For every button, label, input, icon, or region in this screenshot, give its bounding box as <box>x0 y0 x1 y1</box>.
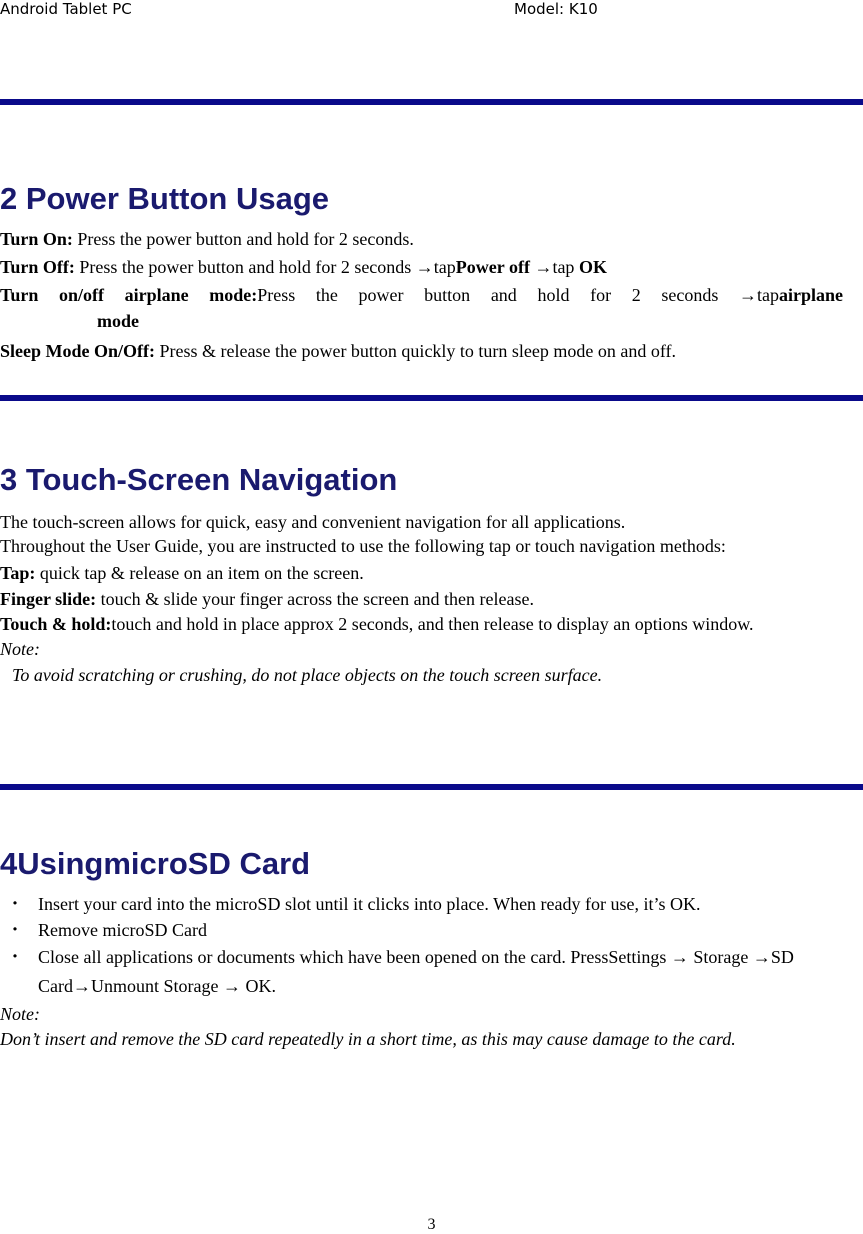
list-item-text: Close all applications or documents which have been opened on the card. PressSettings → Storage →SD Card→Unmount Storage → OK. <box>38 947 794 996</box>
section-divider <box>0 395 863 401</box>
sleep-paragraph <box>0 338 843 364</box>
turn-off-tap: →tap <box>529 257 579 277</box>
turn-off-label: Turn Off: <box>0 257 75 277</box>
page-header <box>0 0 863 22</box>
power-off-label: Power off <box>455 257 530 277</box>
microsd-steps <box>0 891 843 1001</box>
section-title: 2 Power Button Usage <box>0 181 329 216</box>
section-title: 3 Touch-Screen Navigation <box>0 462 398 497</box>
tap-label: Tap: <box>0 563 36 583</box>
sleep-text: Press & release the power button quickly to turn sleep mode on and off. <box>155 341 677 361</box>
airplane-label: Turn on/off airplane mode: <box>0 285 258 305</box>
slide-label: Finger slide: <box>0 589 97 609</box>
note-label: Note: <box>0 1004 40 1024</box>
turn-on-paragraph <box>0 226 843 252</box>
airplane-mode-word: mode <box>97 311 139 331</box>
tap-paragraph <box>0 560 843 586</box>
list-item <box>0 917 843 943</box>
airplane-bold: airplane <box>778 285 843 305</box>
list-item-text: Remove microSD Card <box>38 920 207 940</box>
section-title: 4UsingmicroSD Card <box>0 846 311 881</box>
turn-on-text: Press the power button and hold for 2 seconds. <box>72 229 414 249</box>
hold-text: touch and hold in place approx 2 seconds, and then release to display an options window. <box>111 614 754 634</box>
section-touch-navigation <box>0 461 843 688</box>
list-item <box>0 891 843 917</box>
note-text: To avoid scratching or crushing, do not place objects on the touch screen surface. <box>12 665 603 685</box>
list-item-text: Insert your card into the microSD slot until it clicks into place. When ready for use, it’s OK. <box>38 894 701 914</box>
list-item <box>0 943 843 1001</box>
note-label: Note: <box>0 639 40 659</box>
turn-off-text: Press the power button and hold for 2 seconds →tap <box>74 257 456 277</box>
airplane-text: Press the power button and hold for 2 seconds →tap <box>257 285 779 305</box>
bullet-icon: ・ <box>6 894 24 914</box>
turn-on-label: Turn On: <box>0 229 73 249</box>
hold-paragraph <box>0 612 843 636</box>
bullet-icon: ・ <box>6 947 24 967</box>
ok-label: OK <box>578 257 607 277</box>
bullet-icon: ・ <box>6 920 24 940</box>
header-product: Android Tablet PC <box>0 0 132 18</box>
section-divider <box>0 99 863 105</box>
header-model: Model: K10 <box>514 0 598 18</box>
note-text: Don’t insert and remove the SD card repeatedly in a short time, as this may cause damage to the card. <box>0 1029 736 1049</box>
page-number: 3 <box>427 1216 436 1233</box>
section-divider <box>0 784 863 790</box>
airplane-mode-line <box>0 308 843 334</box>
airplane-paragraph <box>0 282 843 308</box>
slide-text: touch & slide your finger across the screen and then release. <box>96 589 535 609</box>
tap-text: quick tap & release on an item on the screen. <box>35 563 364 583</box>
slide-paragraph <box>0 586 843 612</box>
intro-paragraph-1: The touch-screen allows for quick, easy and convenient navigation for all applications. <box>0 512 626 532</box>
section-microsd <box>0 845 843 1052</box>
hold-label: Touch & hold: <box>0 614 112 634</box>
section-power-button <box>0 180 843 364</box>
sleep-label: Sleep Mode On/Off: <box>0 341 155 361</box>
turn-off-paragraph <box>0 254 843 280</box>
intro-paragraph-2: Throughout the User Guide, you are instructed to use the following tap or touch navigation methods: <box>0 536 726 556</box>
